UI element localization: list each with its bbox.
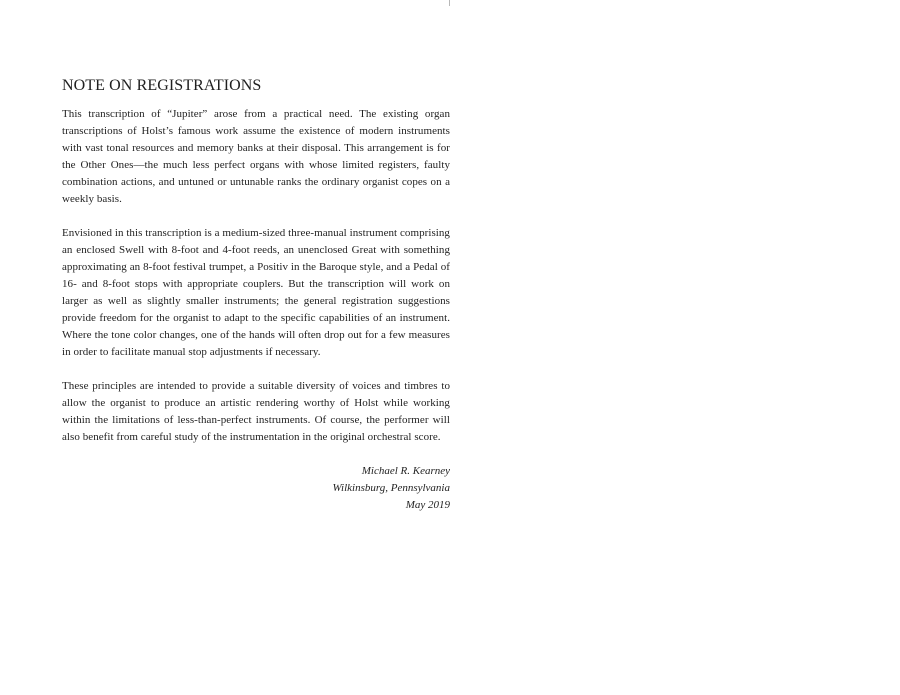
paragraph-instrument: Envisioned in this transcription is a medium-sized three-manual instrument comprising an enclosed Swell with 8-foot and 4-foot reeds, an unenclosed Great with something approximating an 8-foot festival trumpet, a Positiv in the Baroque style, and a Pedal of 16- and 8-foot stops with appropriate couplers. But the transcription will work on larger as well as slightly smaller instruments; the general registration suggestions provide freedom for the organist to adapt to the specific capabilities of an instrument. Where the tone color changes, one of the hands will often drop out for a few measures in order to facilitate manual stop adjustments if necessary.	[62, 227, 450, 358]
signature-date: May 2019	[405, 499, 450, 511]
note-section	[62, 76, 450, 514]
section-title: NOTE ON REGISTRATIONS	[62, 77, 262, 94]
signature-location: Wilkinsburg, Pennsylvania	[332, 482, 450, 494]
signature-block	[62, 463, 450, 514]
paragraph-purpose: This transcription of “Jupiter” arose from a practical need. The existing organ transcriptions of Holst’s famous work assume the existence of modern instruments with vast tonal resources and memory banks at their disposal. This arrangement is for the Other Ones—the much less perfect organs with whose limited registers, faulty combination actions, and untuned or untunable ranks the ordinary organist copes on a weekly basis.	[62, 108, 450, 205]
page-divider-mark	[449, 0, 450, 6]
signature-name: Michael R. Kearney	[361, 465, 450, 477]
paragraph-principles: These principles are intended to provide a suitable diversity of voices and timbres to allow the organist to produce an artistic rendering worthy of Holst while working within the limitations of less-than-perfect instruments. Of course, the performer will also benefit from careful study of the instrumentation in the original orchestral score.	[62, 380, 450, 443]
